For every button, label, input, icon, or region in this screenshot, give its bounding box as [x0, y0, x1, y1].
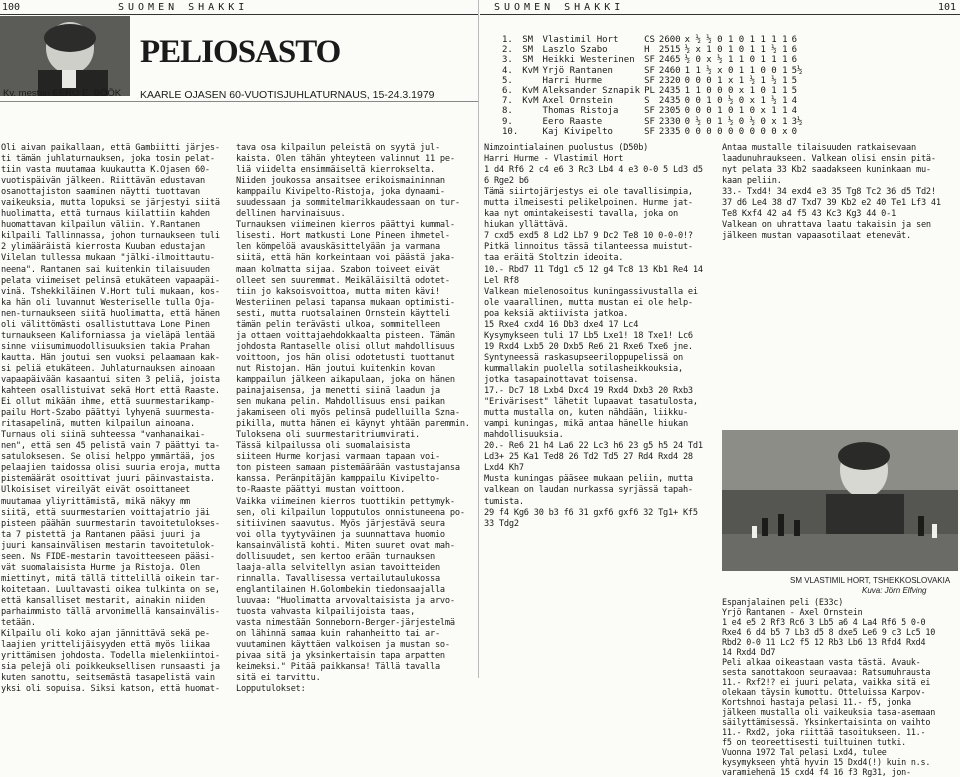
standings-row [500, 106, 804, 116]
standings-points: 6 [791, 45, 797, 56]
standings-results: 0 0 0 1 x 1 ½ 1 ½ 1 [684, 75, 788, 86]
text-line: si peliä etukäteen. Juhlaturnauksen ainoaan [1, 363, 215, 374]
text-line: Ei ollut mikään ihme, että suurmestarikamp- [1, 397, 215, 408]
standings-rating: 2465 [658, 55, 681, 66]
text-line: 14 Rxd4 Dd7 [722, 647, 776, 657]
text-line: vampi kuningas, mikä antaa hänelle hiukan [484, 419, 688, 430]
text-line: liä viidelta ensimmäiseltä kierrokselta. [236, 165, 435, 176]
text-line: 10.- Rbd7 11 Tdg1 c5 12 g4 Tc8 13 Kb1 Re4 14 [484, 264, 703, 275]
text-line: painajaisensa, ja menetti siinä laadun ja [236, 386, 440, 397]
text-line: Tässä kilpailussa oli suomalaisista [236, 441, 411, 452]
text-line: pailu Hort-Szabo päättyi lyhyenä suurmesta- [1, 408, 215, 419]
text-line: tetään. [1, 618, 36, 629]
text-line: pisteen päähän suurmestarin tavoitetulokses- [1, 518, 220, 529]
text-line: laaja-alla selvitellyn asian tavoitteiden [236, 562, 440, 573]
game-column-3 [484, 143, 710, 530]
standings-num: 9. [502, 116, 513, 127]
standings-num: 4. [502, 65, 513, 76]
page-subtitle: KAARLE OJASEN 60-VUOTISJUHLATURNAUS, 15-24.3.1979 [140, 89, 435, 101]
standings-results: 0 0 1 0 ½ 0 x 1 ½ 1 [684, 96, 788, 107]
text-line: 37 d6 Le4 38 d7 Txd7 39 Kb2 e2 40 Te1 Lf3 41 [722, 198, 941, 209]
game-column-4-top [722, 143, 958, 242]
standings-row [500, 96, 804, 106]
text-line: Lopputulokset: [236, 684, 306, 695]
text-line: 20.- Re6 21 h4 La6 22 Lc3 h6 23 g5 h5 24 Td1 [484, 441, 703, 452]
standings-rating: 2435 [658, 96, 681, 107]
standings-points: 6 [791, 55, 797, 66]
right-header-rule [480, 14, 960, 15]
standings-results: 1 1 0 0 0 x 1 0 1 1 [684, 86, 788, 97]
standings-points: 0 [791, 126, 797, 137]
standings-row [500, 117, 804, 127]
text-line: Peli alkaa oikeastaan vasta tästä. Avauk- [722, 657, 921, 667]
text-line: Antaa mustalle tilaisuuden ratkaisevaan [722, 143, 916, 153]
text-line: vaikeuksia, mutta lopuksi se järjestyi siitä [1, 198, 220, 209]
text-line: juuri kansainvälisen mestarin tavoitetulok- [1, 540, 215, 551]
standings-num: 8. [502, 106, 513, 117]
text-line: dellinen harvinaisuus. [236, 209, 346, 220]
text-line: laajien yrittelijäisyyden että myös liikaa [1, 640, 210, 651]
text-line: rinnalla. Tavallisessa vertailutaulukossa [236, 573, 440, 584]
standings-club: SF [644, 116, 655, 127]
text-line: Kilpailu oli koko ajan jännittävä sekä pe- [1, 629, 210, 640]
text-line: muutamaa yliyrittämistä, mikä näkyy mm [1, 496, 191, 507]
standings-club: PL [644, 86, 655, 97]
text-line: nen-turnaukseen siitä huolimatta, että hänen [1, 308, 220, 319]
text-line: sesta sanottakoon seuraavaa: Ratsumuhrausta [722, 667, 931, 677]
text-line: 29 f4 Kg6 30 b3 f6 31 gxf6 gxf6 32 Tg1+ Kf5 [484, 507, 698, 518]
text-line: olleet sen suuremmat. Meikäläisiltä odotet- [236, 275, 450, 286]
standings-title: SM [522, 35, 534, 45]
left-header-rule [0, 14, 478, 15]
text-line: 11.- Rxd2, joka riittää tasoitukseen. 11.- [722, 727, 926, 737]
standings-rating: 2600 [658, 35, 681, 45]
text-line: kautta. Hän joutui sen vuoksi pelaamaan kak- [1, 352, 220, 363]
text-line: kaa nyt omintakeisesti tavalla, joka on [484, 209, 678, 220]
text-line: englantilainen H.Golombekin tiedonsaajalla [236, 584, 445, 595]
text-line: f5 on teoreettisesti tuiltuinen tutki. [722, 737, 907, 747]
eero-book-photo [0, 16, 130, 96]
standings-results: ½ x 1 0 1 0 1 1 ½ 1 [684, 45, 788, 56]
text-line: lisesti. Hort matkusti Lone Pineen ihmetel- [236, 231, 450, 242]
text-line: Vilelan tullessa mukaan "jälki-ilmoittautu- [1, 253, 215, 264]
text-line: koitetaan. Luultavasti oikea tulkinta on se, [1, 584, 220, 595]
text-line: pistemäärät osoittivat juuri päinvastaista. [1, 474, 215, 485]
text-line: Kortshnoi hastaja pelasi 11.- f5, jonka [722, 697, 911, 707]
text-line: on lähinnä samaa kuin rahanheitto tai ar- [236, 629, 440, 640]
standings-num: 2. [502, 45, 513, 56]
text-line: poa keksiä aktiivista jatkoa. [484, 308, 629, 319]
text-line: 33.- Txd4! 34 exd4 e3 35 Tg8 Tc2 36 d5 Td2! [722, 187, 936, 198]
text-line: 2 ylimääräistä kierrosta Kuuban edustajan [1, 242, 205, 253]
standings-num: 1. [502, 35, 513, 45]
right-running-head: SUOMEN SHAKKI [494, 2, 625, 13]
text-line: mutta mustalla on, kuten nähdään, liikku- [484, 408, 688, 419]
standings-club: SF [644, 126, 655, 137]
text-line: Lel Rf8 [484, 275, 519, 286]
text-line: pikilla, mutta hänen ei käynyt yhtään paremmin. [236, 419, 470, 430]
text-line: Turnauksen viimeinen kierros päättyi kummal- [236, 220, 455, 231]
standings-results: x ½ ½ 0 1 0 1 1 1 1 [684, 35, 788, 45]
text-line: 17.- Dc7 18 Lxb4 Dxc4 19 Rxd4 Dxb3 20 Rxb3 [484, 386, 693, 397]
standings-row [500, 66, 804, 76]
text-line: vät suomalaisista Hurme ja Ristoja. Olen [1, 562, 200, 573]
standings-title [520, 127, 540, 137]
text-line: satuloksesen. Se olisi helppo ymmärtää, jos [1, 452, 215, 463]
text-line: ritasapelinä, mutten kilpailun ainoana. [1, 419, 195, 430]
text-line: kilpaili Tallinnassa, johon turnaukseen tuli [1, 231, 220, 242]
standings-club: SF [644, 106, 655, 117]
text-line: Espanjalainen peli (E33c) [722, 597, 844, 607]
text-line: dollisuudet, sen kertoo erään turnauksen [236, 551, 435, 562]
left-title-rule [0, 101, 478, 102]
text-line: säilyttämisessä. Yksinkertaisinta on vaihto [722, 717, 931, 727]
text-line: nut Ristojan. Hän joutui kuitenkin kovan [236, 363, 435, 374]
text-line: kansainvälistä kohti. Miten suuret ovat mah- [236, 540, 455, 551]
text-line: 33 Tdg2 [484, 518, 519, 529]
text-line: sitä ei tarvittu. [236, 673, 321, 684]
standings-results: 0 0 0 1 0 1 0 x 1 1 [684, 106, 788, 117]
text-line: to-Raaste päättyi mustan voittoon. [236, 485, 406, 496]
text-line: Rbd2 0-0 11 Lc2 f5 12 Rb3 Lb6 13 Rfd4 Rxd4 [722, 637, 926, 647]
text-line: siitä, että suurmestarien voittajatrio jäi [1, 507, 210, 518]
standings-points: 5 [791, 86, 797, 97]
text-line: Kysymykseen tuli 17 Lb5 Lxe1! 18 Txe1! Lc6 [484, 330, 693, 341]
standings-row [500, 35, 804, 45]
standings-points: 5 [791, 75, 797, 86]
text-line: 1 e4 e5 2 Rf3 Rc6 3 Lb5 a6 4 La4 Rf6 5 0-0 [722, 617, 926, 627]
standings-points: 3½ [791, 116, 803, 127]
text-line: mutta ilmeisesti pelikelpoinen. Hurme jat- [484, 198, 693, 209]
standings-name: Aleksander Sznapik [542, 86, 641, 97]
standings-results: 1 1 ½ x 0 1 1 0 0 1 [684, 65, 788, 76]
text-line: 6 Rge2 b6 [484, 176, 529, 187]
standings-points: 5½ [791, 65, 803, 76]
left-running-head: SUOMEN SHAKKI [118, 2, 249, 13]
standings-club: SF [644, 65, 655, 76]
text-line: Syntyneessä raskasupseeriloppupelissä on [484, 352, 683, 363]
standings-title: SM [522, 45, 534, 56]
text-line: Musta kuningas pääsee mukaan peliin, mutta [484, 474, 693, 485]
standings-num: 3. [502, 55, 513, 66]
text-line: seen. Ns FIDE-mestarin tavoitteeseen pääsi- [1, 551, 215, 562]
text-line: ton pisteen samaan pistemäärään vastustajansa [236, 463, 460, 474]
text-line: tuosta vahvasta kilpailijoista taas, [236, 606, 416, 617]
text-line: pelata viimeiset pelinsä etukäteen vapaapäi- [1, 275, 220, 286]
standings-name: Axel Ornstein [542, 96, 613, 107]
standings-name: Yrjö Rantanen [542, 65, 613, 76]
text-line: Pitkä linnoitus tässä tilanteessa muistut- [484, 242, 693, 253]
text-line: olekaan täysin kumottu. Otteluissa Karpov- [722, 687, 926, 697]
text-line: sinne viisumimuodollisuuksien takia Prahan [1, 341, 210, 352]
text-line: hiukan yllättävä. [484, 220, 569, 231]
text-line: vinä. Tshekkiläinen V.Hort tuli mukaan, kos- [1, 286, 220, 297]
text-line: turnaukseen Kaliforniassa ja vieläpä lentää [1, 330, 215, 341]
text-line: huomattavan kilpailun väliin. Y.Rantanen [1, 220, 200, 231]
text-line: jälkeen mustan vapaasotilaat etenevät. [722, 231, 912, 242]
text-line: Ld3+ 25 Ka1 Ted8 26 Td2 Td5 27 Rd4 Rxd4 28 [484, 452, 693, 463]
text-line: johdosta Rantaselle olisi ollut mahdollisuus [236, 341, 455, 352]
text-line: Harri Hurme - Vlastimil Hort [484, 154, 624, 165]
portrait-photo-icon [0, 16, 130, 96]
right-page-number: 101 [938, 2, 957, 13]
text-line: Yrjö Rantanen - Axel Ornstein [722, 607, 863, 617]
text-line: Vuonna 1972 Tal pelasi Lxd4, tulee [722, 747, 887, 757]
text-line: varamiehenä 15 cxd4 f4 16 f3 Rg31, jon- [722, 767, 911, 777]
text-line: ja ottaen voittajaehdokkaalta pisteen. Tämän [236, 330, 455, 341]
standings-num: 6. [502, 86, 513, 97]
standings-title [520, 106, 540, 116]
standings-points: 6 [791, 35, 797, 45]
standings-row [500, 45, 804, 55]
text-line: suudessaan ja sommitelmarikkaudessaan on tur- [236, 198, 460, 209]
text-line: vuotispäivän jälkeen. Riittävän edustavan [1, 176, 205, 187]
standings-club: H [644, 45, 650, 56]
standings-rating: 2335 [658, 126, 681, 137]
text-line: laadunuhraukseen. Valkean olisi ensin pitä- [722, 154, 936, 165]
text-line: Turnaus oli siinä suhteessa "vanhanaikai- [1, 430, 205, 441]
text-line: vapaapäivään kasaantui siten 3 peliä, joista [1, 374, 220, 385]
standings-title: SM [522, 55, 534, 66]
text-line: vuutaminen käyttäen valkoisen ja mustan so- [236, 640, 450, 651]
text-line: että kansalliset mestarit, ainakin niiden [1, 595, 205, 606]
text-line: tava osa kilpailun peleistä on syytä jul- [236, 143, 440, 153]
standings-club: SF [644, 55, 655, 66]
text-line: tiin jo kaksoisvoittoa, mutta miten kävi! [236, 286, 440, 297]
text-line: sen, oli kilpailun lopputulos onnistuneena po- [236, 507, 465, 518]
left-page-number: 100 [2, 2, 21, 13]
standings-rating: 2515 [658, 45, 681, 56]
standings-name: Heikki Westerinen [542, 55, 635, 66]
text-line: voi olla tyytyväinen ja suunnattava huomio [236, 529, 445, 540]
chess-player-photo-icon [722, 430, 958, 571]
standings-num: 5. [502, 75, 513, 86]
text-line: Niiden joukossa ansaitsee erikoismaininnan [236, 176, 445, 187]
text-line: sesti, mutta ruotsalainen Ornstein käytteli [236, 308, 450, 319]
standings-title: KvM [522, 65, 539, 76]
text-line: ka hän oli luvannut Westeriselle tulla Oja- [1, 297, 215, 308]
text-line: kysymykseen yhtä hyvin 15 Dxd4(!) kuin n.s. [722, 757, 931, 767]
text-line: ti tämän juhlaturnauksen, joka tosin pelat- [1, 154, 215, 165]
text-line: Westeriinen pelasi tapansa mukaan optimisti- [236, 297, 455, 308]
hort-photo-credit: Kuva: Jörn Elfving [862, 586, 927, 595]
text-line: pelaajien taidossa olisi suuria eroja, mutta [1, 463, 220, 474]
text-line: pivaa sitä ja yksinkertaisin tapa arpatten [236, 651, 445, 662]
text-line: sitiivinen saavutus. Myös järjestävä seura [236, 518, 445, 529]
text-line: tumista. [484, 496, 524, 507]
text-line: kanssa. Peränpitäjän kamppailu Kivipelto- [236, 474, 440, 485]
text-line: ta 7 pistettä ja Rantanen pääsi juuri ja [1, 529, 200, 540]
text-line: Tuloksena oli suurmestaritriumvirati. [236, 430, 421, 441]
standings-name: Harri Hurme [542, 75, 603, 86]
text-line: Valkean mielenosoitus kuningassivustalla ei [484, 286, 698, 297]
text-line: kamppailun jälkeen aikapulaan, joka on hänen [236, 374, 455, 385]
standings-results: 0 ½ 0 1 ½ 0 ½ 0 x 1 [684, 116, 788, 127]
text-line: kaan peliin. [722, 176, 782, 187]
text-line: kaista. Olen tähän yhteyteen valinnut 11 pe- [236, 154, 455, 165]
standings-rating: 2305 [658, 106, 681, 117]
text-line: 11.- Rxf2!? ei juuri pelata, vaikka sitä ei [722, 677, 931, 687]
text-line: valkean on laudan nurkassa syrjässä tapah- [484, 485, 693, 496]
hort-photo [722, 430, 958, 571]
standings-title [520, 117, 540, 127]
standings-row [500, 86, 804, 96]
text-line: Rxe4 6 d4 b5 7 Lb3 d5 8 dxe5 Le6 9 c3 Lc5 10 [722, 627, 936, 637]
standings-title: KvM [522, 96, 539, 107]
page-title: PELIOSASTO [140, 34, 341, 70]
standings-results: ½ 0 x ½ 1 1 0 1 1 1 [684, 55, 788, 66]
text-line: mahdollisuuksia. [484, 430, 564, 441]
standings-title: KvM [522, 86, 539, 97]
text-line: kamppailu Kivipelto-Ristoja, joka dynaami- [236, 187, 445, 198]
text-line: keimeksi." Pitää paikkansa! Tällä tavalla [236, 662, 440, 673]
standings-table [500, 35, 804, 137]
standings-num: 7. [502, 96, 513, 107]
text-line: tämän pelin terävästi ulkoa, sommitelleen [236, 319, 440, 330]
text-line: Nimzointialainen puolustus (D50b) [484, 143, 649, 153]
text-line: siiteen Hurme korjasi varmaan tapaan voi- [236, 452, 440, 463]
text-line: maan kolmatta sijaa. Szabon toiveet eivät [236, 264, 440, 275]
game-column-4-bottom [722, 597, 958, 777]
text-line: ole vaarallinen, mutta mustan ei ole help- [484, 297, 693, 308]
text-line: siitä, että hän korkeintaan voi päästä jaka- [236, 253, 455, 264]
standings-name: Eero Raaste [542, 116, 603, 127]
text-line: len kömpelöä avauskäsittelyään ja varmana [236, 242, 440, 253]
page-gutter [478, 0, 479, 678]
standings-row [500, 76, 804, 86]
text-line: jälkeen mustalla oli vaikeuksia tasa-asemaan [722, 707, 936, 717]
text-line: kahteen osallistuivat sekä Hort että Raaste. [1, 386, 220, 397]
text-line: yksi oli sopuisa. Siksi katson, että huomat- [1, 684, 220, 695]
text-line: Valkean on uhrattava laatu takaisin ja sen [722, 220, 931, 231]
standings-club: CS [644, 35, 655, 45]
standings-row [500, 127, 804, 137]
text-line: luuvaa: "Huolimatta arvovaltaisista ja arvo- [236, 595, 455, 606]
text-line: taa eräitä Stoltzin ideoita. [484, 253, 624, 264]
standings-name: Laszlo Szabo [542, 45, 608, 56]
text-line: huolimatta, että turnaus kiilattiin kahden [1, 209, 210, 220]
text-line: kummallakin puolella sotilasheikkouksia, [484, 363, 683, 374]
text-line: Vaikka viimeinen kierros tuottikin pettymyk- [236, 496, 455, 507]
standings-points: 4 [791, 96, 797, 107]
text-line: miettinyt, mitä tällä tittelillä oikein tar- [1, 573, 220, 584]
standings-rating: 2435 [658, 86, 681, 97]
standings-title [520, 76, 540, 86]
text-line: 7 cxd5 exd5 8 Ld2 Lb7 9 Dc2 Te8 10 0-0-0!? [484, 231, 693, 242]
standings-points: 4 [791, 106, 797, 117]
article-column-1 [1, 143, 227, 695]
text-line: osanottajiston saaminen näytti tuottavan [1, 187, 200, 198]
standings-club: SF [644, 75, 655, 86]
photo-caption: Kv. mestari EERO E. BÖÖK [3, 88, 122, 99]
text-line: 19 Rxd4 Lxb5 20 Dxb5 Re6 21 Rxe6 Txe6 jne. [484, 341, 693, 352]
standings-results: 0 0 0 0 0 0 0 0 0 x [684, 126, 788, 137]
standings-rating: 2330 [658, 116, 681, 127]
text-line: yrittämisen johdosta. Todella mielenkiintoi- [1, 651, 220, 662]
text-line: Oli aivan paikallaan, että Gambiitti järjes- [1, 143, 220, 153]
standings-row [500, 55, 804, 65]
text-line: jotka tasapainottavat toisensa. [484, 374, 639, 385]
text-line: jakamiseen oli myös pelinsä pudelluilla Szna- [236, 408, 460, 419]
standings-name: Thomas Ristoja [542, 106, 619, 117]
standings-club: S [644, 96, 650, 107]
text-line: Tämä siirtojärjestys ei ole tavallisimpia, [484, 187, 693, 198]
text-line: sen mukana pelin. Mahdollisuus ensi paikan [236, 397, 445, 408]
text-line: nen", että sen 45 pelistä vain 7 päättyi ta- [1, 441, 220, 452]
text-line: oli välittömästi osallistuttava Lone Pinen [1, 319, 210, 330]
text-line: nyt pelata 33 Kb2 saadakseen kuninkaan mu- [722, 165, 931, 176]
text-line: tiin vasta muutamaa kuukautta K.Ojasen 60- [1, 165, 210, 176]
text-line: vasta nimestään Sonneborn-Berger-järjestelmä [236, 618, 455, 629]
article-column-2 [236, 143, 472, 695]
text-line: Lxd4 Kh7 [484, 463, 524, 474]
text-line: sia pelejä oli poikkeuksellisen runsaasti ja [1, 662, 220, 673]
text-line: kuten sanottu, seitsemästä tasapelistä vain [1, 673, 215, 684]
standings-name: Vlastimil Hort [542, 35, 619, 45]
text-line: Ulkoisiset vireilyät eivät osoittaneet [1, 485, 191, 496]
standings-num: 10. [502, 126, 519, 137]
text-line: Te8 Kxf4 42 a4 f5 43 Kc3 Kg3 44 0-1 [722, 209, 897, 220]
standings-rating: 2320 [658, 75, 681, 86]
standings-rating: 2460 [658, 65, 681, 76]
text-line: voittoon, jos hän olisi odotetusti tuottanut [236, 352, 455, 363]
text-line: neena". Rantanen sai kuitenkin tilaisuuden [1, 264, 210, 275]
text-line: "Erivärisest" lähetit lupaavat tasatulosta, [484, 397, 698, 408]
text-line: parhaimmisto tällä arvonimellä kansainvälis- [1, 606, 220, 617]
text-line: 15 Rxe4 cxd4 16 Db3 dxe4 17 Lc4 [484, 319, 639, 330]
hort-photo-caption: SM VLASTIMIL HORT, TSHEKKOSLOVAKIA [790, 576, 951, 585]
standings-name: Kaj Kivipelto [542, 126, 613, 137]
text-line: 1 d4 Rf6 2 c4 e6 3 Rc3 Lb4 4 e3 0-0 5 Ld3 d5 [484, 165, 703, 176]
